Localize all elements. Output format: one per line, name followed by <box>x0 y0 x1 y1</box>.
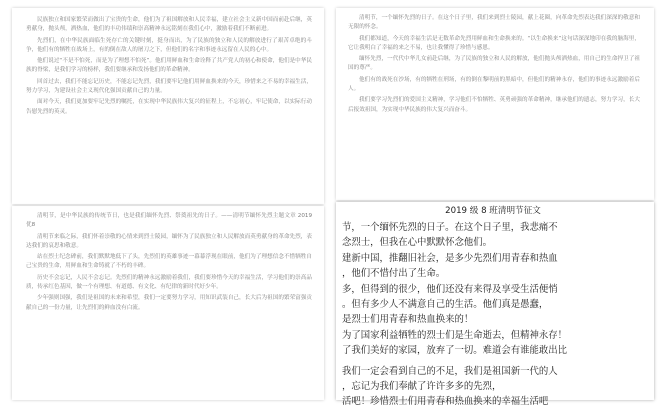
essay-line: ，忘记为我们奉献了许许多多的先烈， <box>342 381 502 393</box>
paragraph: 清明节来临之际，我们怀着崇敬的心情来到烈士陵园，缅怀为了民族独立和人民解放而英勇献身的革命先烈，表达我们的哀思和敬意。 <box>26 233 312 249</box>
paragraph: 民族独立和国家繁荣而做出了宝贵的生命，他们为了祖国解放和人民幸福，建立社会主义新中国而前赴后继，英勇献身，抛头颅，洒热血，他们的丰功伟绩和崇高精神永远铭刻在我们心中，激励着我们不断前进。 <box>26 17 312 33</box>
paragraph: 清明节，一个缅怀先烈的日子。在这个日子里，我们来到烈士陵园，献上花圈，向革命先烈表达我们深深的敬意和无限的怀念。 <box>348 15 640 31</box>
essay-line: 了我们美好的家园，放弃了一切。难道会有谁能敢出比 <box>342 345 568 357</box>
essay-line: 我们一定会看到自己的不足，我们是祖国新一代的人 <box>342 365 558 377</box>
document-page-left-bottom <box>12 206 324 400</box>
paragraph: 他们说过“不是不怕死，而是为了理想不怕死”。他们用鲜血和生命诠释了共产党人的初心和使命，他们是中华民族的脊梁，是我们学习的榜样，我们要继承和发扬他们的革命精神。 <box>26 58 312 74</box>
paragraph: 我们都知道，今天的幸福生活是无数革命先烈用鲜血和生命换来的。“以生命换来”这句话深深地印在我的脑海里，它让我明白了幸福的来之不易，也让我懂得了珍惜与感恩。 <box>348 35 640 51</box>
essay-line: 是烈士们用青春和热血换来的！ <box>342 314 474 326</box>
paragraph: 我们要学习先烈们的爱国主义精神，学习他们不怕牺牲、英勇顽强的革命精神，继承他们的遗志，努力学习，长大后报效祖国，为实现中华民族的伟大复兴而奋斗。 <box>348 97 640 113</box>
paragraph: 站在烈士纪念碑前，我们默默地低下了头，先烈们的英雄事迹一幕幕浮现在眼前，他们为了理想信念不惜牺牲自己宝贵的生命，用鲜血和生命铸就了不朽的丰碑。 <box>26 254 312 270</box>
paragraph: 少年强则国强，我们是祖国的未来和希望，我们一定要努力学习，用知识武装自己，长大后为祖国的繁荣富强贡献自己的一份力量，让先烈们的鲜血没有白流。 <box>26 295 312 311</box>
paragraph: 历史不会忘记，人民不会忘记。先烈们的精神永远激励着我们，我们要珍惜今天的幸福生活，学习他们的崇高品质，传承红色基因，做一个有理想、有道德、有文化、有纪律的新时代好少年。 <box>26 274 312 291</box>
paragraph: 清明节，是中华民族的传统节日，也是我们缅怀先烈、祭奠祖先的日子。——清明节缅怀先烈主题文章 2019 优8 <box>26 213 312 229</box>
paragraph: 先烈们，在中华民族面临生死存亡的关键时刻，挺身而出，为了民族的独立和人民的解放进行了艰苦卓绝的斗争，他们有的牺牲在战场上，有的倒在敌人的屠刀之下，但他们的名字和事迹永远留在人民的心中。 <box>26 37 312 53</box>
essay-line: 多，但得到的很少，他们还没有来得及享受生活便悄 <box>342 283 558 295</box>
paragraph: 他们有的战死在沙场，有的牺牲在刑场，有的倒在黎明前的黑暗中，但他们的精神永存，他们的事迹永远激励着后人。 <box>348 76 640 93</box>
document-page-right-top <box>336 8 654 200</box>
essay-line: ，他们不惜付出了生命。 <box>342 268 446 280</box>
essay-line: 为了国家利益牺牲的烈士们是生命逝去，但精神永存！ <box>342 329 568 341</box>
essay-line: 建新中国，推翻旧社会，是多少先烈们用青春和热血 <box>342 252 558 264</box>
essay-line: 节，一个缅怀先烈的日子。在这个日子里，我悲痛不 <box>342 222 558 233</box>
essay-line: 念烈士，但我在心中默默怀念他们。 <box>342 237 493 249</box>
essay-line: 。但有多少人不满意自己的生活。他们真是愚蠢， <box>342 299 549 311</box>
paragraph: 面对今天，我们更加要牢记先烈的嘱托，在实现中华民族伟大复兴的征程上，不忘初心，牢记使命，以实际行动告慰先烈的英灵。 <box>26 99 312 115</box>
document-page-right-bottom <box>336 202 654 408</box>
essay-title: 2019 级 8 班清明节征文 <box>445 206 541 216</box>
document-page-left-top <box>12 8 324 204</box>
essay-line: 活吧！珍惜烈士们用青春和热血换来的幸福生活吧 <box>342 396 549 408</box>
paragraph: 缅怀先烈，一代代中华儿女前赴后继，为了民族的独立和人民的解放，他们抛头颅洒热血，用自己的生命捍卫了祖国的尊严。 <box>348 56 640 72</box>
paragraph: 回首过去，我们不能忘记历史，不能忘记先烈，我们要牢记他们用鲜血换来的今天，珍惜来之不易的幸福生活，努力学习，为建设社会主义现代化强国贡献自己的力量。 <box>26 78 312 95</box>
